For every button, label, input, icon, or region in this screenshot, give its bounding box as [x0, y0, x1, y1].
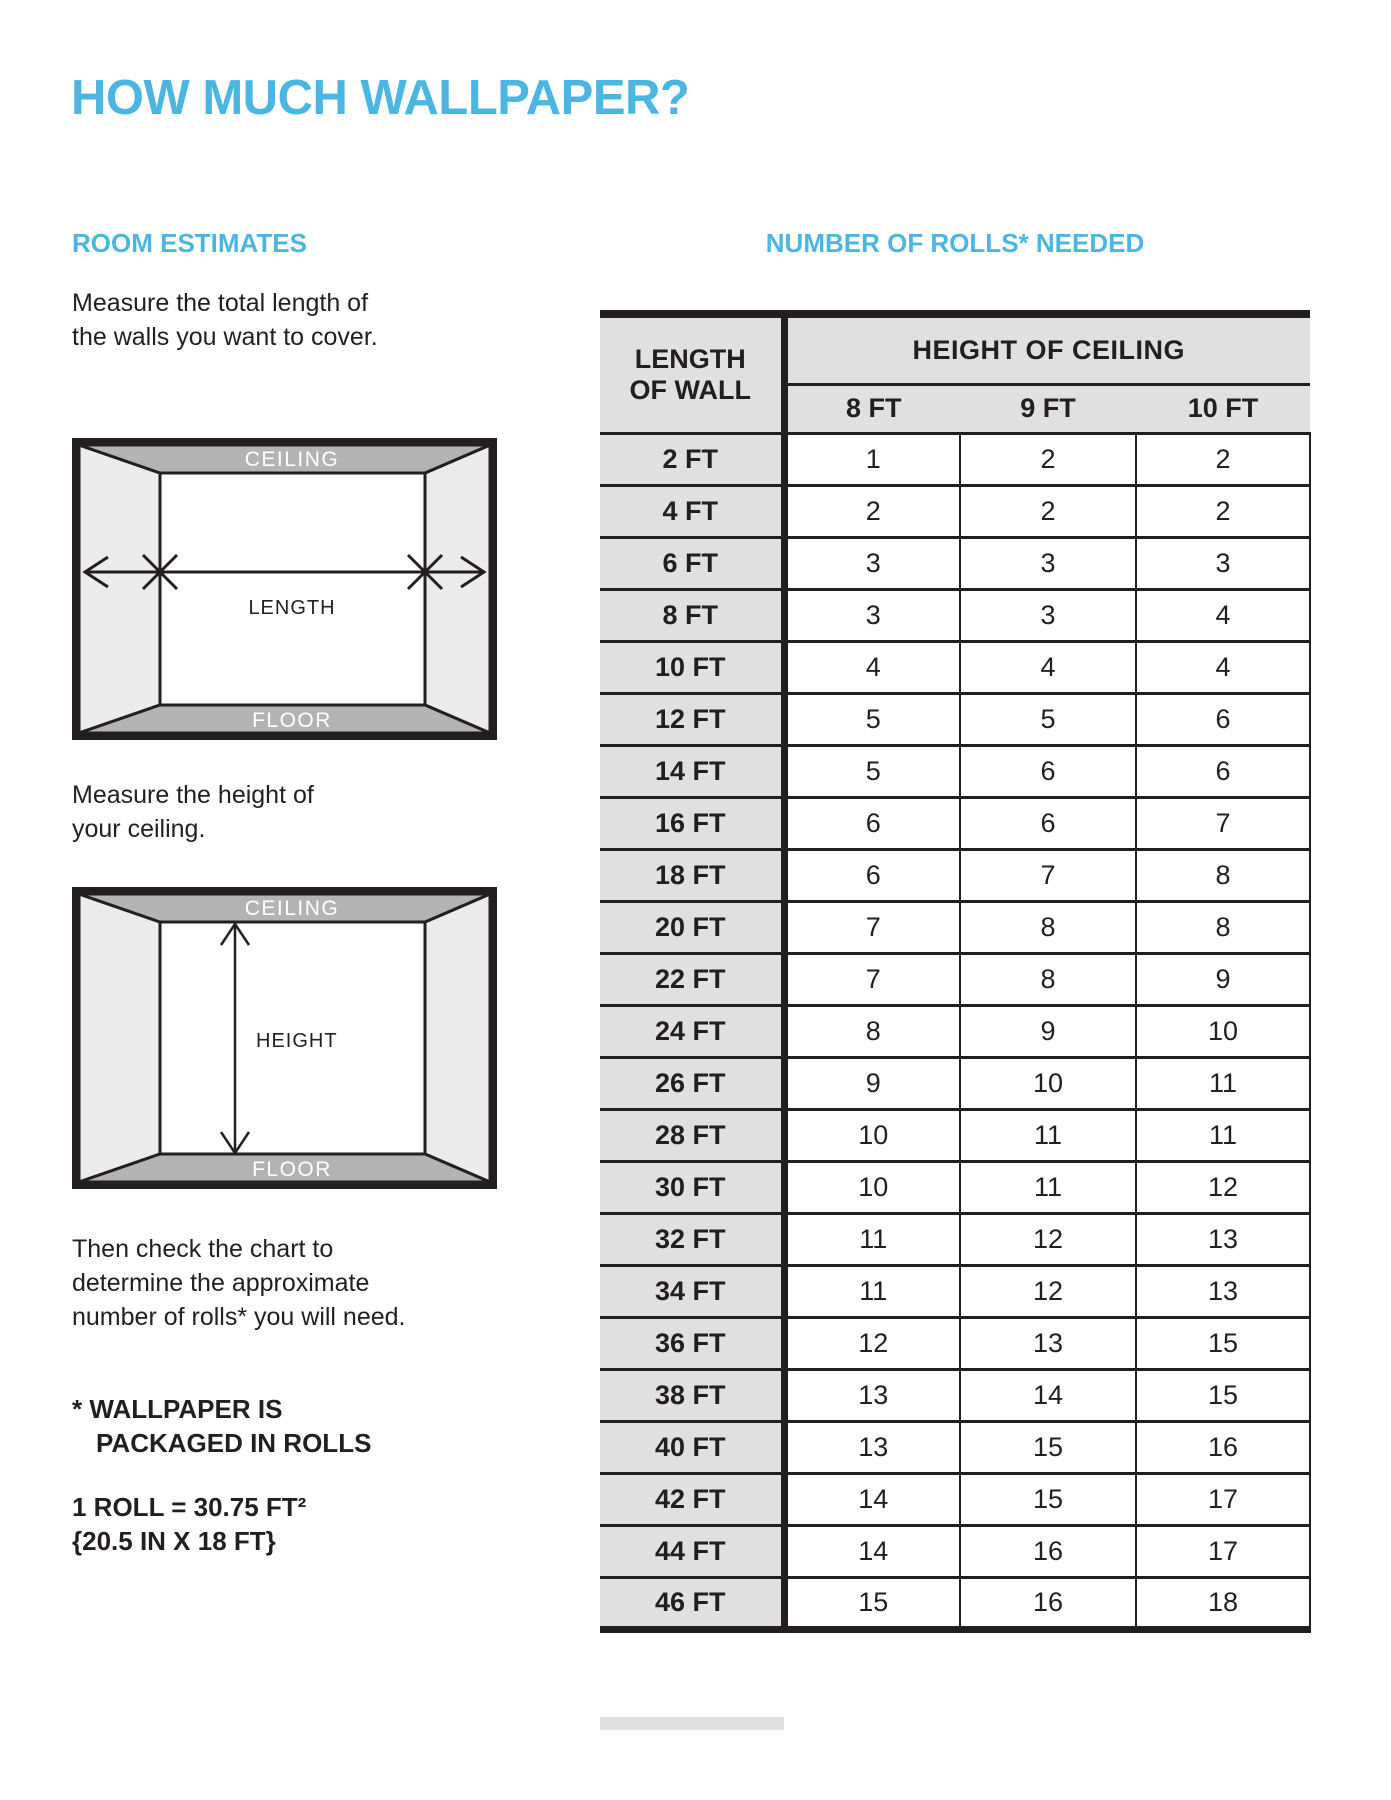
rolls-value-cell: 7 [960, 849, 1136, 901]
row-length-label: 10 FT [600, 641, 784, 693]
rolls-value-cell: 11 [1136, 1109, 1310, 1161]
rolls-value-cell: 4 [1136, 589, 1310, 641]
row-length-label: 24 FT [600, 1005, 784, 1057]
height-label: HEIGHT [256, 1030, 338, 1052]
row-length-label: 34 FT [600, 1265, 784, 1317]
table-row [600, 1005, 1310, 1057]
right-wall [425, 445, 490, 733]
rolls-value-cell: 1 [784, 433, 960, 485]
note-line: PACKAGED IN ROLLS [96, 1428, 372, 1458]
rolls-value-cell: 7 [1136, 797, 1310, 849]
right-wall [425, 894, 490, 1182]
roll-spec-line: 1 ROLL = 30.75 FT² [72, 1492, 307, 1522]
rolls-value-cell: 3 [784, 537, 960, 589]
table-row [600, 693, 1310, 745]
rolls-value-cell: 6 [1136, 693, 1310, 745]
length-of-wall-header [600, 314, 784, 433]
rolls-value-cell: 3 [784, 589, 960, 641]
rolls-value-cell: 15 [960, 1421, 1136, 1473]
col-header-8ft: 8 FT [784, 384, 960, 433]
table-row [600, 589, 1310, 641]
rolls-value-cell: 13 [960, 1317, 1136, 1369]
rolls-needed-heading: NUMBER OF ROLLS* NEEDED [765, 228, 1145, 258]
rolls-value-cell: 4 [1136, 641, 1310, 693]
table-row [600, 1057, 1310, 1109]
instruction-check-chart [72, 1232, 406, 1334]
row-length-label: 30 FT [600, 1161, 784, 1213]
table-row [600, 797, 1310, 849]
rolls-value-cell: 3 [960, 537, 1136, 589]
rolls-value-cell: 13 [784, 1369, 960, 1421]
rolls-value-cell: 13 [1136, 1213, 1310, 1265]
table-row [600, 1213, 1310, 1265]
ceiling-label: CEILING [244, 448, 340, 471]
table-row [600, 1109, 1310, 1161]
left-wall [79, 445, 160, 733]
roll-size-spec [72, 1490, 306, 1558]
note-line: * WALLPAPER IS [72, 1394, 283, 1424]
rolls-table [600, 310, 1311, 1633]
instruction-line: determine the approximate [72, 1269, 370, 1297]
rolls-value-cell: 7 [784, 901, 960, 953]
rolls-value-cell: 15 [784, 1577, 960, 1629]
table-row [600, 1421, 1310, 1473]
rolls-value-cell: 14 [960, 1369, 1136, 1421]
rolls-value-cell: 3 [1136, 537, 1310, 589]
rolls-value-cell: 6 [960, 797, 1136, 849]
rolls-value-cell: 8 [1136, 849, 1310, 901]
rolls-value-cell: 12 [784, 1317, 960, 1369]
rolls-value-cell: 13 [1136, 1265, 1310, 1317]
left-wall [79, 894, 160, 1182]
row-length-label: 38 FT [600, 1369, 784, 1421]
rolls-value-cell: 9 [1136, 953, 1310, 1005]
rolls-value-cell: 5 [784, 745, 960, 797]
instruction-measure-length [72, 286, 378, 354]
rolls-value-cell: 10 [1136, 1005, 1310, 1057]
row-length-label: 44 FT [600, 1525, 784, 1577]
back-wall [160, 473, 425, 705]
table-row [600, 433, 1310, 485]
rolls-value-cell: 13 [784, 1421, 960, 1473]
roll-spec-line: {20.5 IN X 18 FT} [72, 1526, 276, 1556]
rolls-value-cell: 8 [784, 1005, 960, 1057]
packaging-note [72, 1392, 371, 1460]
rolls-value-cell: 2 [960, 433, 1136, 485]
instruction-line: number of rolls* you will need. [72, 1303, 406, 1331]
rolls-value-cell: 9 [784, 1057, 960, 1109]
rolls-value-cell: 4 [784, 641, 960, 693]
page-title: HOW MUCH WALLPAPER? [71, 71, 690, 125]
rolls-value-cell: 15 [1136, 1369, 1310, 1421]
table-row [600, 641, 1310, 693]
rolls-value-cell: 11 [960, 1161, 1136, 1213]
col-header-10ft: 10 FT [1136, 384, 1310, 433]
table-row [600, 901, 1310, 953]
instruction-line: Then check the chart to [72, 1235, 334, 1263]
rolls-value-cell: 8 [1136, 901, 1310, 953]
table-row [600, 537, 1310, 589]
table-row [600, 1317, 1310, 1369]
table-row [600, 1525, 1310, 1577]
rolls-value-cell: 11 [1136, 1057, 1310, 1109]
table-row [600, 1577, 1310, 1629]
instruction-measure-height [72, 778, 314, 846]
rolls-value-cell: 6 [784, 849, 960, 901]
row-length-label: 14 FT [600, 745, 784, 797]
instruction-line: Measure the height of [72, 781, 314, 809]
rolls-value-cell: 4 [960, 641, 1136, 693]
rolls-value-cell: 17 [1136, 1525, 1310, 1577]
rolls-table-body [600, 433, 1310, 1629]
row-length-label: 36 FT [600, 1317, 784, 1369]
row-length-label: 6 FT [600, 537, 784, 589]
length-label: LENGTH [248, 597, 336, 619]
row-length-label: 18 FT [600, 849, 784, 901]
row-length-label: 26 FT [600, 1057, 784, 1109]
rolls-value-cell: 12 [960, 1213, 1136, 1265]
table-row [600, 953, 1310, 1005]
table-bottom-stub [600, 1717, 784, 1730]
row-length-label: 22 FT [600, 953, 784, 1005]
row-length-label: 12 FT [600, 693, 784, 745]
rolls-value-cell: 18 [1136, 1577, 1310, 1629]
rolls-value-cell: 14 [784, 1525, 960, 1577]
table-row [600, 1265, 1310, 1317]
rolls-value-cell: 12 [1136, 1161, 1310, 1213]
room-estimates-heading: ROOM ESTIMATES [72, 228, 307, 258]
rolls-value-cell: 2 [784, 485, 960, 537]
height-of-ceiling-header: HEIGHT OF CEILING [784, 314, 1310, 384]
instruction-line: your ceiling. [72, 815, 206, 843]
rolls-value-cell: 10 [784, 1161, 960, 1213]
rolls-value-cell: 12 [960, 1265, 1136, 1317]
rolls-value-cell: 16 [1136, 1421, 1310, 1473]
rolls-value-cell: 15 [1136, 1317, 1310, 1369]
room-diagram-length [72, 438, 497, 740]
table-row [600, 849, 1310, 901]
row-length-label: 20 FT [600, 901, 784, 953]
rolls-value-cell: 16 [960, 1525, 1136, 1577]
rolls-value-cell: 2 [960, 485, 1136, 537]
table-row [600, 485, 1310, 537]
rolls-value-cell: 14 [784, 1473, 960, 1525]
table-row [600, 1473, 1310, 1525]
rolls-value-cell: 5 [960, 693, 1136, 745]
rolls-value-cell: 10 [960, 1057, 1136, 1109]
rolls-table-container [600, 310, 1311, 1633]
rolls-value-cell: 11 [784, 1213, 960, 1265]
rolls-value-cell: 7 [784, 953, 960, 1005]
row-length-label: 8 FT [600, 589, 784, 641]
rolls-value-cell: 8 [960, 953, 1136, 1005]
table-row [600, 1369, 1310, 1421]
rolls-value-cell: 6 [1136, 745, 1310, 797]
rolls-value-cell: 6 [960, 745, 1136, 797]
rolls-value-cell: 15 [960, 1473, 1136, 1525]
rolls-value-cell: 10 [784, 1109, 960, 1161]
floor-label: FLOOR [252, 1158, 332, 1181]
rolls-value-cell: 16 [960, 1577, 1136, 1629]
rolls-value-cell: 8 [960, 901, 1136, 953]
row-length-label: 32 FT [600, 1213, 784, 1265]
row-length-label: 42 FT [600, 1473, 784, 1525]
rolls-value-cell: 9 [960, 1005, 1136, 1057]
rolls-value-cell: 6 [784, 797, 960, 849]
rolls-value-cell: 17 [1136, 1473, 1310, 1525]
rolls-table-header [600, 314, 1310, 433]
row-length-label: 16 FT [600, 797, 784, 849]
floor-label: FLOOR [252, 709, 332, 732]
rolls-value-cell: 2 [1136, 485, 1310, 537]
col-header-9ft: 9 FT [960, 384, 1136, 433]
ceiling-label: CEILING [244, 897, 340, 920]
length-of-wall-line: OF WALL [629, 374, 751, 405]
row-length-label: 40 FT [600, 1421, 784, 1473]
row-length-label: 28 FT [600, 1109, 784, 1161]
row-length-label: 4 FT [600, 485, 784, 537]
rolls-value-cell: 11 [960, 1109, 1136, 1161]
instruction-line: Measure the total length of [72, 289, 369, 317]
table-row [600, 745, 1310, 797]
rolls-value-cell: 2 [1136, 433, 1310, 485]
instruction-line: the walls you want to cover. [72, 323, 378, 351]
room-diagram-height [72, 887, 497, 1189]
rolls-value-cell: 5 [784, 693, 960, 745]
rolls-value-cell: 11 [784, 1265, 960, 1317]
rolls-value-cell: 3 [960, 589, 1136, 641]
length-of-wall-line: LENGTH [634, 343, 746, 374]
table-row [600, 1161, 1310, 1213]
row-length-label: 2 FT [600, 433, 784, 485]
row-length-label: 46 FT [600, 1577, 784, 1629]
